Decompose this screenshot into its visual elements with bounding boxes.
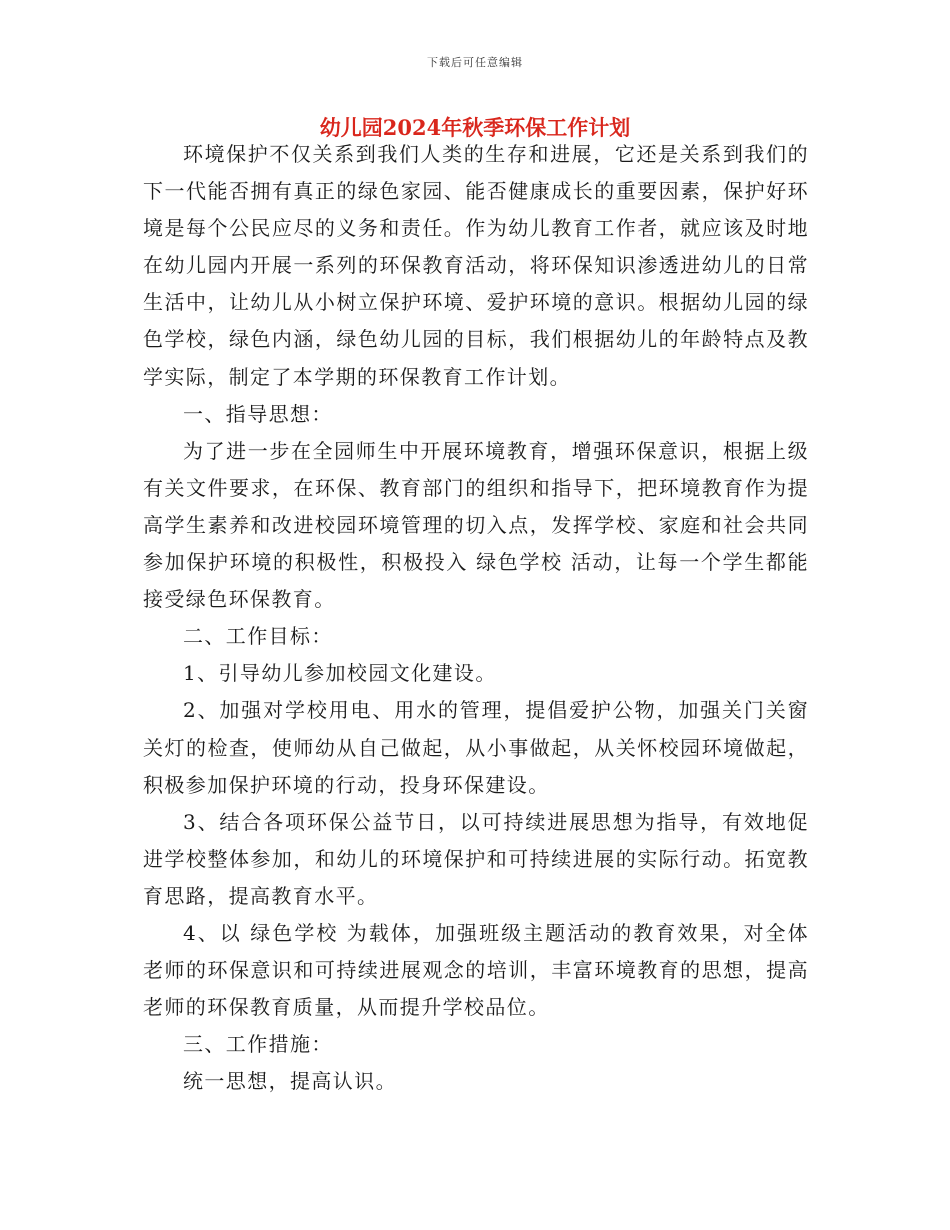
section-heading-work-goals: 二、工作目标： <box>183 624 333 649</box>
goal-item-2: 2、加强对学校用电、用水的管理，提倡爱护公物，加强关门关窗关灯的检查，使师幼从自己做起，从小事做起，从关怀校园环境做起，积极参加保护环境的行动，投身环保建设。 <box>143 698 809 797</box>
goal-item-4: 4、以 绿色学校 为载体，加强班级主题活动的教育效果，对全体老师的环保意识和可持续进展观念的培训，丰富环境教育的思想，提高老师的环保教育质量，从而提升学校品位。 <box>143 920 809 1020</box>
paragraph-intro: 环境保护不仅关系到我们人类的生存和进展，它还是关系到我们的下一代能否拥有真正的绿色家园、能否健康成长的重要因素，保护好环境是每个公民应尽的义务和责任。作为幼儿教育工作者，就应该及时地在幼儿园内开展一系列的环保教育活动，将环保知识渗透进幼儿的日常生活中，让幼儿从小树立保护环境、爱护环境的意识。根据幼儿园的绿色学校，绿色内涵，绿色幼儿园的目标，我们根据幼儿的年龄特点及教学实际，制定了本学期的环保教育工作计划。 <box>143 142 809 389</box>
paragraph-guiding-thought: 为了进一步在全园师生中开展环境教育，增强环保意识，根据上级有关文件要求，在环保、教育部门的组织和指导下，把环境教育作为提高学生素养和改进校园环境管理的切入点，发挥学校、家庭和社会共同参加保护环境的积极性，积极投入 绿色学校 活动，让每一个学生都能接受绿色环保教育。 <box>143 438 809 612</box>
document-title: 幼儿园2024年秋季环保工作计划 <box>319 115 631 140</box>
goal-item-1: 1、引导幼儿参加校园文化建设。 <box>183 661 497 686</box>
section-heading-guiding-thought: 一、指导思想： <box>183 401 333 426</box>
measure-item-1: 统一思想，提高认识。 <box>183 1069 397 1094</box>
document-body <box>143 136 809 1100</box>
section-heading-work-measures: 三、工作措施： <box>183 1032 333 1057</box>
goal-item-3: 3、结合各项环保公益节日，以可持续进展思想为指导，有效地促进学校整体参加，和幼儿的环境保护和可持续进展的实际行动。拓宽教育思路，提高教育水平。 <box>143 809 809 908</box>
header-note: 下载后可任意编辑 <box>427 56 523 69</box>
